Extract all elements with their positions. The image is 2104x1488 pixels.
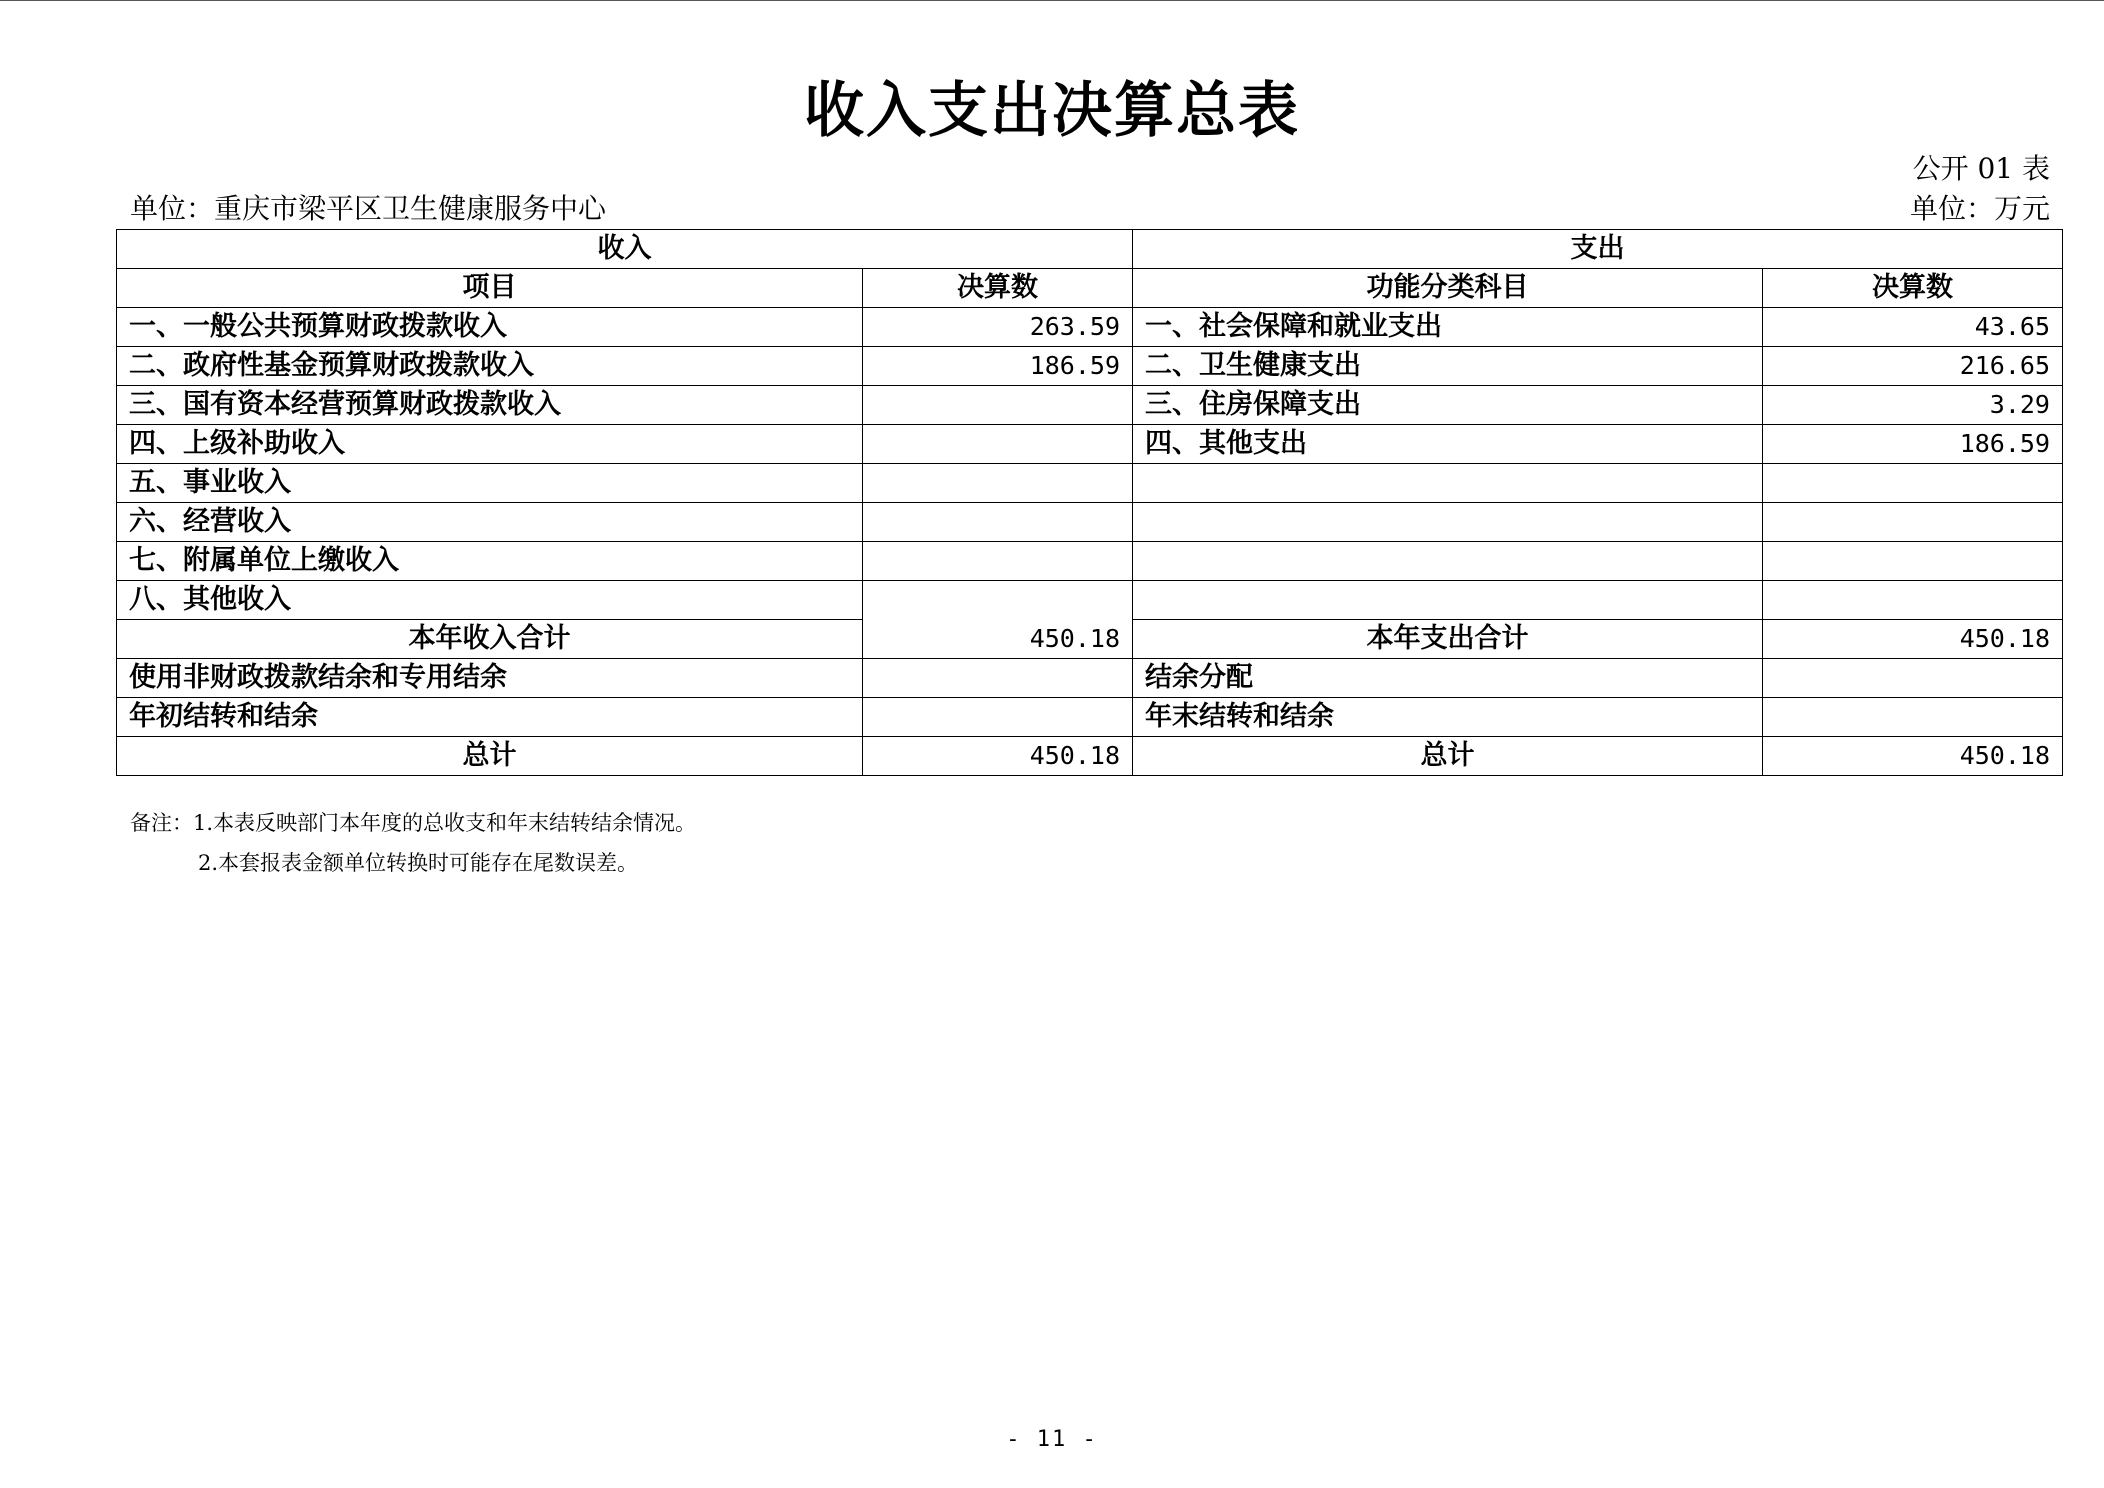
note-1: 备注：1.本表反映部门本年度的总收支和年末结转结余情况。 <box>130 811 697 835</box>
table-row <box>117 581 2063 620</box>
notes-block <box>130 803 696 883</box>
unit-currency: 单位：万元 <box>1909 192 2050 225</box>
income-item: 八、其他收入 <box>117 581 863 620</box>
non-fiscal-row <box>117 659 2063 698</box>
expense-amount <box>1763 503 2063 542</box>
grand-total-expense-label: 总计 <box>1133 737 1763 776</box>
non-fiscal-amount <box>863 659 1133 698</box>
table-row <box>117 386 2063 425</box>
expense-item: 一、社会保障和就业支出 <box>1133 308 1763 347</box>
income-amount <box>863 425 1133 464</box>
expense-item <box>1133 581 1763 620</box>
income-amount <box>863 542 1133 581</box>
header-func-category: 功能分类科目 <box>1133 269 1763 308</box>
begin-carry-amount <box>863 698 1133 737</box>
header-amount-left: 决算数 <box>863 269 1133 308</box>
header-expense: 支出 <box>1133 230 2063 269</box>
table-row <box>117 503 2063 542</box>
header-row-1 <box>117 230 2063 269</box>
page-title: 收入支出决算总表 <box>804 76 1300 146</box>
header-income: 收入 <box>117 230 1133 269</box>
grand-total-expense-amount: 450.18 <box>1763 737 2063 776</box>
begin-carry-label: 年初结转和结余 <box>117 698 863 737</box>
expense-amount: 186.59 <box>1763 425 2063 464</box>
income-expense-table <box>116 229 2063 776</box>
income-amount <box>863 386 1133 425</box>
income-item: 四、上级补助收入 <box>117 425 863 464</box>
header-amount-right: 决算数 <box>1763 269 2063 308</box>
income-amount <box>863 464 1133 503</box>
note-2: 2.本套报表金额单位转换时可能存在尾数误差。 <box>198 851 639 875</box>
surplus-distribution-label: 结余分配 <box>1133 659 1763 698</box>
table-row <box>117 308 2063 347</box>
income-item: 三、国有资本经营预算财政拨款收入 <box>117 386 863 425</box>
expense-item: 四、其他支出 <box>1133 425 1763 464</box>
expense-amount <box>1763 542 2063 581</box>
header-item: 项目 <box>117 269 863 308</box>
header-row-2 <box>117 269 2063 308</box>
income-amount <box>863 503 1133 542</box>
end-carry-amount <box>1763 698 2063 737</box>
expense-year-total-amount: 450.18 <box>1763 620 2063 659</box>
table-row <box>117 464 2063 503</box>
expense-amount: 43.65 <box>1763 308 2063 347</box>
expense-year-total-label: 本年支出合计 <box>1133 620 1763 659</box>
income-amount: 263.59 <box>863 308 1133 347</box>
expense-item <box>1133 464 1763 503</box>
income-item: 一、一般公共预算财政拨款收入 <box>117 308 863 347</box>
grand-total-row <box>117 737 2063 776</box>
expense-amount <box>1763 581 2063 620</box>
expense-amount <box>1763 464 2063 503</box>
table-row <box>117 542 2063 581</box>
table-row <box>117 425 2063 464</box>
income-item: 五、事业收入 <box>117 464 863 503</box>
expense-amount: 3.29 <box>1763 386 2063 425</box>
income-year-total-label: 本年收入合计 <box>117 620 863 659</box>
grand-total-income-amount: 450.18 <box>863 737 1133 776</box>
expense-item <box>1133 503 1763 542</box>
income-year-total-amount: 450.18 <box>863 581 1133 659</box>
unit-organization: 单位：重庆市梁平区卫生健康服务中心 <box>130 192 607 225</box>
end-carry-label: 年末结转和结余 <box>1133 698 1763 737</box>
expense-item: 二、卫生健康支出 <box>1133 347 1763 386</box>
income-amount: 186.59 <box>863 347 1133 386</box>
page-number: - 11 - <box>1006 1427 1098 1452</box>
expense-item <box>1133 542 1763 581</box>
table-row <box>117 347 2063 386</box>
grand-total-income-label: 总计 <box>117 737 863 776</box>
surplus-distribution-amount <box>1763 659 2063 698</box>
carry-over-row <box>117 698 2063 737</box>
table-id-label: 公开 01 表 <box>1912 152 2050 185</box>
non-fiscal-label: 使用非财政拨款结余和专用结余 <box>117 659 863 698</box>
income-item: 七、附属单位上缴收入 <box>117 542 863 581</box>
expense-item: 三、住房保障支出 <box>1133 386 1763 425</box>
income-item: 六、经营收入 <box>117 503 863 542</box>
income-item: 二、政府性基金预算财政拨款收入 <box>117 347 863 386</box>
expense-amount: 216.65 <box>1763 347 2063 386</box>
